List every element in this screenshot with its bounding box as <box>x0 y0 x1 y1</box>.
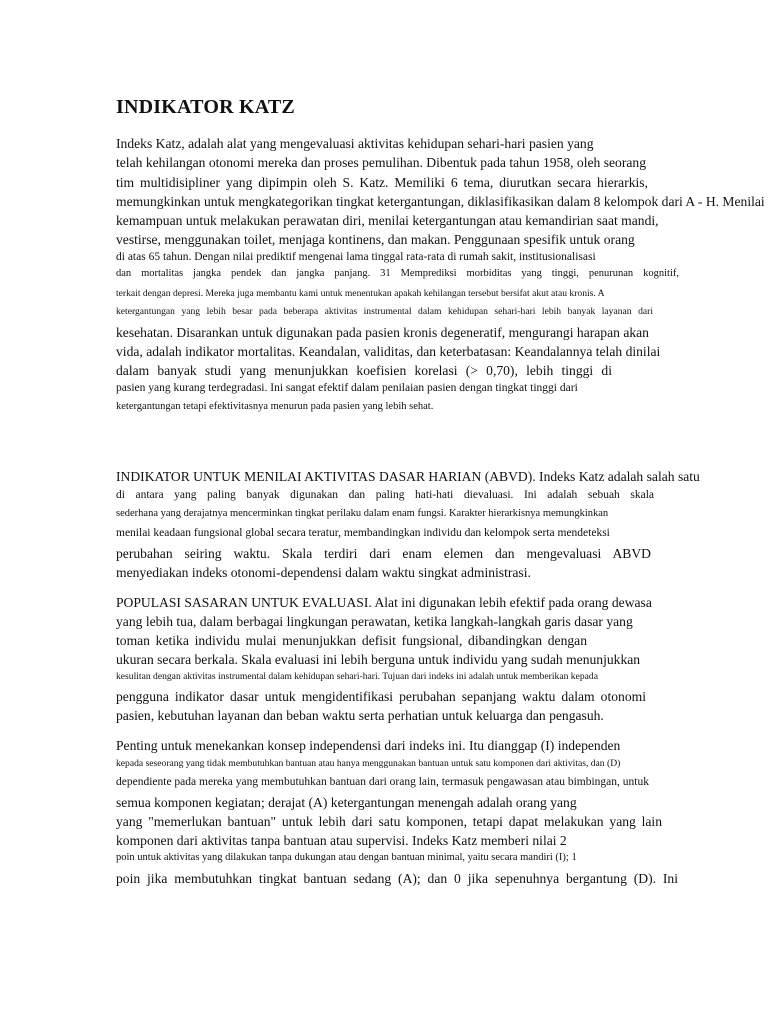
text-line: kesulitan dengan aktivitas instrumental dalam kehidupan sehari-hari. Tujuan dari indeks ini adalah untuk memberikan kepada <box>116 671 598 682</box>
text-line: INDIKATOR UNTUK MENILAI AKTIVITAS DASAR HARIAN (ABVD). Indeks Katz adalah salah satu <box>116 469 700 484</box>
page-title: INDIKATOR KATZ <box>116 96 295 118</box>
text-line: ketergantungan tetapi efektivitasnya menurun pada pasien yang lebih sehat. <box>116 401 434 412</box>
text-line: di antara yang paling banyak digunakan dan paling hati-hati dievaluasi. Ini adalah sebuah skala <box>116 489 654 501</box>
text-line: Indeks Katz, adalah alat yang mengevaluasi aktivitas kehidupan sehari-hari pasien yang <box>116 136 594 151</box>
text-line: toman ketika individu mulai menunjukkan defisit fungsional, dibandingkan dengan <box>116 633 587 648</box>
text-line: yang lebih tua, dalam berbagai lingkungan perawatan, ketika langkah-langkah garis dasar yang <box>116 614 633 629</box>
text-line: dependiente pada mereka yang membutuhkan bantuan dari orang lain, termasuk pengawasan atau bimbingan, untuk <box>116 776 649 788</box>
text-line: vida, adalah indikator mortalitas. Keandalan, validitas, dan keterbatasan: Keandalannya telah dinilai <box>116 344 661 359</box>
text-line: sederhana yang derajatnya mencerminkan tingkat perilaku dalam enam fungsi. Karakter hierarkisnya memungkinkan <box>116 508 609 519</box>
text-line: ketergantungan yang lebih besar pada beberapa aktivitas instrumental dalam kehidupan sehari-hari lebih banyak layanan dari <box>116 306 653 317</box>
text-line: kepada seseorang yang tidak membutuhkan bantuan atau hanya menggunakan bantuan untuk satu komponen dari aktivitas, dan (D) <box>116 758 621 769</box>
text-line: kemampuan untuk melakukan perawatan diri, menilai ketergantungan atau kemandirian saat mandi, <box>116 213 659 228</box>
text-line: pengguna indikator dasar untuk mengidentifikasi perubahan sepanjang waktu dalam otonomi <box>116 689 646 704</box>
text-line: vestirse, menggunakan toilet, menjaga kontinens, dan makan. Penggunaan spesifik untuk orang <box>116 232 635 247</box>
text-line: POPULASI SASARAN UNTUK EVALUASI. Alat ini digunakan lebih efektif pada orang dewasa <box>116 595 652 610</box>
text-line: Penting untuk menekankan konsep independensi dari indeks ini. Itu dianggap (I) independen <box>116 738 621 753</box>
text-line: dalam banyak studi yang menunjukkan koefisien korelasi (> 0,70), lebih tinggi di <box>116 363 612 378</box>
text-line: poin untuk aktivitas yang dilakukan tanpa dukungan atau dengan bantuan minimal, yaitu secara mandiri (I); 1 <box>116 852 577 863</box>
text-line: perubahan seiring waktu. Skala terdiri dari enam elemen dan mengevaluasi ABVD <box>116 546 651 561</box>
text-line: poin jika membutuhkan tingkat bantuan sedang (A); dan 0 jika sepenuhnya bergantung (D). Ini <box>116 871 678 886</box>
text-line: menyediakan indeks otonomi-dependensi dalam waktu singkat administrasi. <box>116 565 531 580</box>
text-line: memungkinkan untuk mengkategorikan tingkat ketergantungan, diklasifikasikan dalam 8 kelompok dari A - H. Menilai <box>116 194 765 209</box>
text-line: terkait dengan depresi. Mereka juga membantu kami untuk menentukan apakah kehilangan tersebut bersifat akut atau kronis. A <box>116 288 605 299</box>
text-line: semua komponen kegiatan; derajat (A) ketergantungan menengah adalah orang yang <box>116 795 577 810</box>
text-line: pasien yang kurang terdegradasi. Ini sangat efektif dalam penilaian pasien dengan tingkat tinggi dari <box>116 382 578 394</box>
text-line: pasien, kebutuhan layanan dan beban waktu serta perhatian untuk keluarga dan pengasuh. <box>116 708 604 723</box>
text-line: di atas 65 tahun. Dengan nilai prediktif mengenai lama tinggal rata-rata di rumah sakit, institusionalisasi <box>116 251 596 263</box>
text-line: komponen dari aktivitas tanpa bantuan atau supervisi. Indeks Katz memberi nilai 2 <box>116 833 567 848</box>
text-line: menilai keadaan fungsional global secara teratur, membandingkan individu dan kelompok serta mendeteksi <box>116 527 610 539</box>
text-line: yang "memerlukan bantuan" untuk lebih dari satu komponen, tetapi dapat melakukan yang lain <box>116 814 662 829</box>
text-line: kesehatan. Disarankan untuk digunakan pada pasien kronis degeneratif, mengurangi harapan akan <box>116 325 649 340</box>
text-line: ukuran secara berkala. Skala evaluasi ini lebih berguna untuk individu yang sudah menunjukkan <box>116 652 641 667</box>
text-line: dan mortalitas jangka pendek dan jangka panjang. 31 Memprediksi morbiditas yang tinggi, penurunan kognitif, <box>116 268 679 279</box>
text-line: tim multidisipliner yang dipimpin oleh S. Katz. Memiliki 6 tema, diurutkan secara hierarkis, <box>116 175 648 190</box>
text-line: telah kehilangan otonomi mereka dan proses pemulihan. Dibentuk pada tahun 1958, oleh seorang <box>116 155 647 170</box>
